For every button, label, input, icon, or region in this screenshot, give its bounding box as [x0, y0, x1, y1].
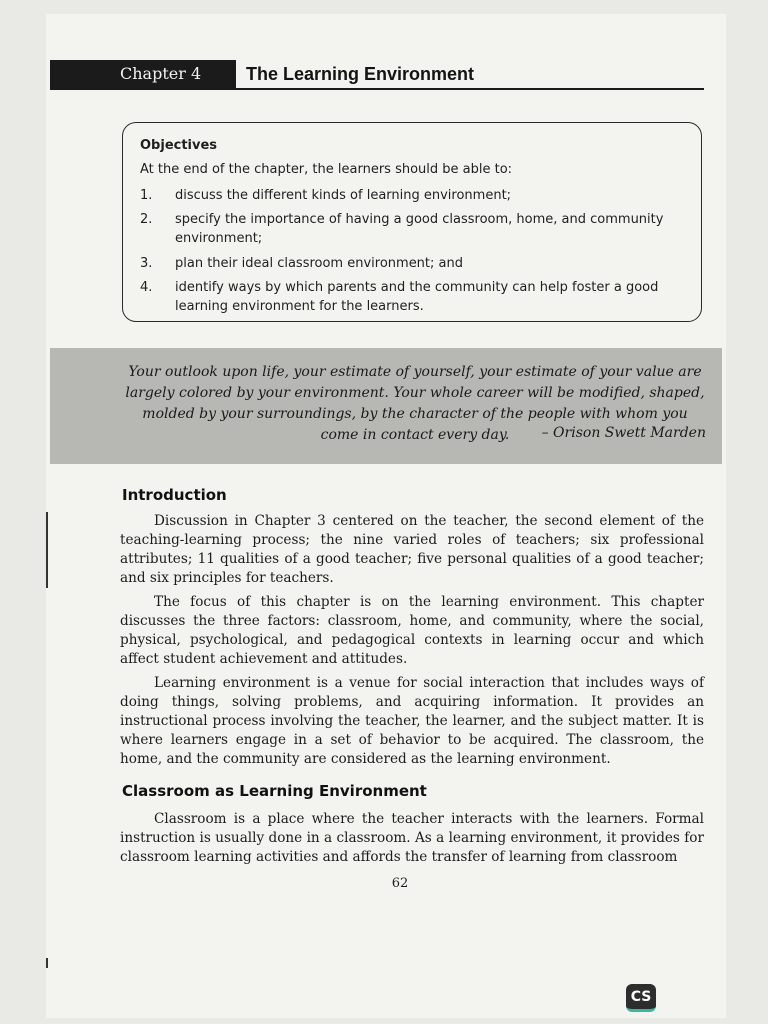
- objective-item: [140, 278, 700, 316]
- header-rule: [236, 88, 704, 90]
- classroom-heading: Classroom as Learning Environment: [122, 782, 427, 800]
- quote-author: – Orison Swett Marden: [541, 425, 706, 441]
- chapter-label: Chapter 4: [120, 64, 202, 83]
- page-number: 62: [391, 876, 409, 891]
- objective-text: plan their ideal classroom environment; and: [175, 256, 463, 271]
- objective-text: identify ways by which parents and the community can help foster a good learning environment for the learners.: [175, 280, 659, 314]
- objective-text: discuss the different kinds of learning environment;: [175, 188, 512, 203]
- chapter-title: The Learning Environment: [246, 64, 475, 84]
- objective-item: [140, 186, 700, 205]
- quote-text: Your outlook upon life, your estimate of yourself, your estimate of your value are largely colored by your environment. Your whole career will be modified, shaped, molded by your surroundings, by the character of the people with whom you come in contact every day.: [125, 364, 705, 443]
- margin-mark: [46, 958, 48, 968]
- objective-number: 2.: [140, 212, 153, 227]
- objectives-heading: Objectives: [140, 138, 218, 153]
- margin-mark: [46, 512, 48, 588]
- objective-number: 1.: [140, 188, 153, 203]
- scanner-logo-icon: CS: [626, 984, 656, 1012]
- introduction-paragraph: Learning environment is a venue for social interaction that includes ways of doing things, solving problems, and acquiring information. It provides an instructional process involving the teacher, the learner, and the subject matter. It is where learners engage in a set of behavior to be acquired. The classroom, the home, and the community are considered as the learning environment.: [120, 675, 704, 767]
- objective-item: [140, 254, 700, 273]
- objective-item: [140, 210, 700, 248]
- introduction-paragraph: Discussion in Chapter 3 centered on the teacher, the second element of the teaching-learning process; the nine varied roles of teachers; six professional attributes; 11 qualities of a good teacher; five personal qualities of a good teacher; and six principles for teachers.: [120, 513, 704, 586]
- objective-text: specify the importance of having a good classroom, home, and community environment;: [175, 212, 664, 246]
- objective-number: 3.: [140, 256, 153, 271]
- classroom-paragraph: Classroom is a place where the teacher interacts with the learners. Formal instruction is usually done in a classroom. As a learning environment, it provides for classroom learning activities and affords the transfer of learning from classroom: [120, 811, 704, 865]
- introduction-paragraph: The focus of this chapter is on the learning environment. This chapter discusses the three factors: classroom, home, and community, where the social, physical, psychological, and pedagogical contexts in learning occur and which affect student achievement and attitudes.: [120, 594, 704, 667]
- introduction-heading: Introduction: [122, 486, 227, 504]
- objective-number: 4.: [140, 280, 153, 295]
- objectives-intro: At the end of the chapter, the learners should be able to:: [140, 162, 513, 177]
